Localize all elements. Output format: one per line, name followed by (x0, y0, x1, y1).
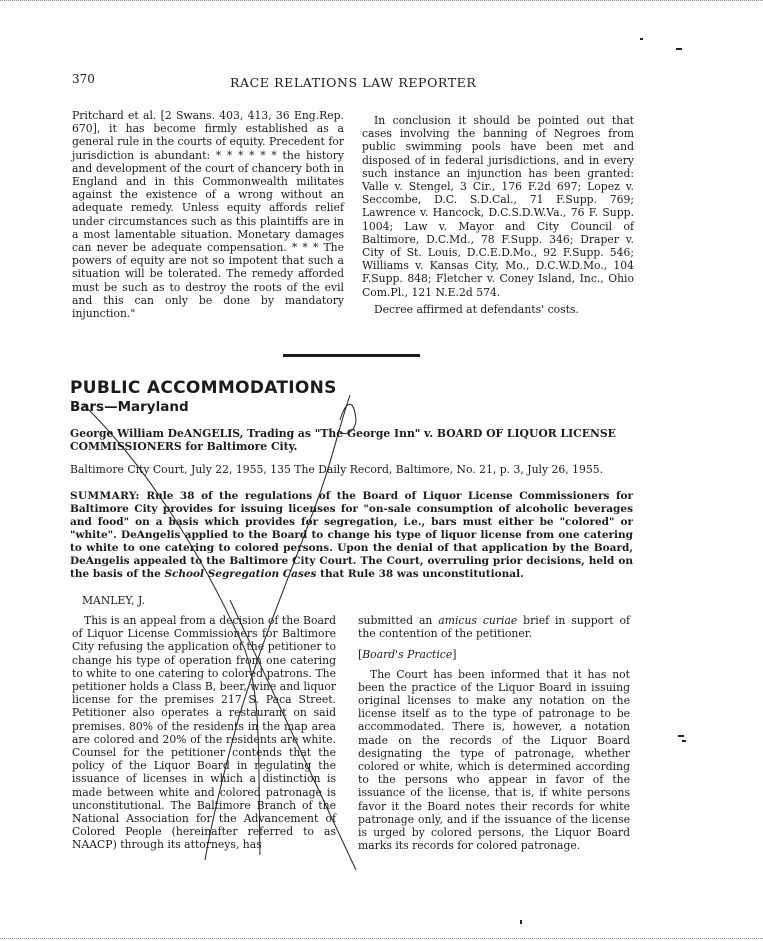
scan-edge-top (0, 0, 763, 1)
opinion-right-paragraph-1 (358, 614, 630, 640)
opinion-left-paragraph: This is an appeal from a decision of the Board of Liquor License Commissioners for Baltimore City refusing the application of the petitioner to change his type of operation from one catering to white to one catering to colored patrons. The petitioner holds a Class B, beer, wine and liquor license for the premises 217 S. Paca Street. Petitioner also operates a restaurant on said premises. 80% of the residents in the map area are colored and 20% of the residents are white. Counsel for the petitioner contends that the policy of the Liquor Board in regulating the issuance of licenses in which a distinction is made between white and colored patronage is unconstitutional. The Baltimore Branch of the National Association for the Advancement of Colored People (hereinafter referred to as NAACP) through its attorneys, has (72, 614, 336, 852)
scan-speck (640, 38, 643, 40)
judge-name: MANLEY, J. (82, 594, 145, 607)
top-right-column (362, 114, 634, 316)
top-left-column (72, 109, 344, 320)
section-divider (283, 354, 420, 357)
scan-edge-bottom (0, 938, 763, 939)
decree-line: Decree affirmed at defendants' costs. (374, 302, 579, 316)
opinion-right-column (358, 614, 630, 852)
summary-text-2: that Rule 38 was unconstitutional. (316, 568, 524, 580)
subsection-title: Bars—Maryland (70, 399, 189, 415)
scan-speck (676, 48, 682, 50)
case-citation: Baltimore City Court, July 22, 1955, 135 The Daily Record, Baltimore, No. 21, p. 3, July 26, 1955. (70, 463, 604, 476)
top-left-paragraph: Pritchard et al. [2 Swans. 403, 413, 36 Eng.Rep. 670], it has become firmly established as a general rule in the courts of equity. Precedent for jurisdiction is abundant: * * * * * * the history and development of the court of chancery both in England and in this Commonwealth militates against the existence of a wrong without an adequate remedy. Unless equity affords relief under circumstances such as this plaintiffs are in a most lamentable situation. Monetary damages can never be adequate compensation. * * * The powers of equity are not so impotent that such a situation will be tolerated. The remedy afforded must be such as to destroy the roots of the evil and this can only be done by mandatory injunction." (72, 109, 344, 321)
scan-speck (682, 740, 686, 742)
boards-practice-label: Board's Practice (362, 648, 453, 662)
scan-speck (520, 920, 522, 924)
case-caption: George William DeANGELIS, Trading as "The George Inn" v. BOARD OF LIQUOR LICENSE COMMISSIONERS for Baltimore City. (70, 427, 616, 453)
summary-italic: School Segregation Cases (164, 568, 317, 580)
case-summary (70, 490, 633, 581)
scan-speck (678, 735, 684, 737)
page-number: 370 (72, 72, 95, 86)
summary-text-1: Rule 38 of the regulations of the Board of Liquor License Commissioners for Baltimore City provides for issuing licenses for "on-sale consumption of alcoholic beverages and food" on a basis which provides for segregation, i.e., bars must either be "colored" or "white". DeAngelis applied to the Board to change his type of liquor license from one catering to white to one catering to colored persons. Upon the denial of that application by the Board, DeAngelis appealed to the Baltimore City Court. The Court, overruling prior decisions, held on the basis of the (70, 490, 633, 580)
section-title: PUBLIC ACCOMMODATIONS (70, 378, 337, 398)
amicus-text-end: brief in support of the contention of the petitioner. (358, 614, 630, 641)
running-head: RACE RELATIONS LAW REPORTER (230, 75, 477, 90)
amicus-text-start: submitted an (358, 614, 439, 627)
top-right-paragraph: In conclusion it should be pointed out that cases involving the banning of Negroes from public swimming pools have been met and disposed of in federal jurisdictions, and in every such instance an injunction has been granted: Valle v. Stengel, 3 Cir., 176 F.2d 697; Lopez v. Seccombe, D.C. S.D.Cal., 71 F.Supp. 769; Lawrence v. Hancock, D.C.S.D.W.Va., 76 F. Supp. 1004; Law v. Mayor and City Council of Baltimore, D.C.Md., 78 F.Supp. 346; Draper v. City of St. Louis, D.C.E.D.Mo., 92 F.Supp. 546; Williams v. Kansas City, Mo., D.C.W.D.Mo., 104 F.Supp. 848; Fletcher v. Coney Island, Inc., Ohio Com.Pl., 121 N.E.2d 574. (362, 114, 634, 299)
opinion-left-column (72, 614, 336, 852)
summary-label: SUMMARY: (70, 490, 140, 502)
opinion-right-paragraph-2: The Court has been informed that it has not been the practice of the Liquor Board in issuing original licenses to make any notation on the license itself as to the type of patronage to be accommodated. There is, however, a notation made on the records of the Liquor Board designating the type of patronage, whether colored or white, which is determined according to the persons who appear in favor of the issuance of the license, that is, if white persons favor it the Board notes their records for white patronage only, and if the issuance of the license is urged by colored persons, the Liquor Board marks its records for colored patronage. (358, 667, 630, 853)
amicus-italic: amicus curiae (438, 614, 518, 627)
boards-practice-heading: [Board's Practice] (358, 648, 457, 662)
